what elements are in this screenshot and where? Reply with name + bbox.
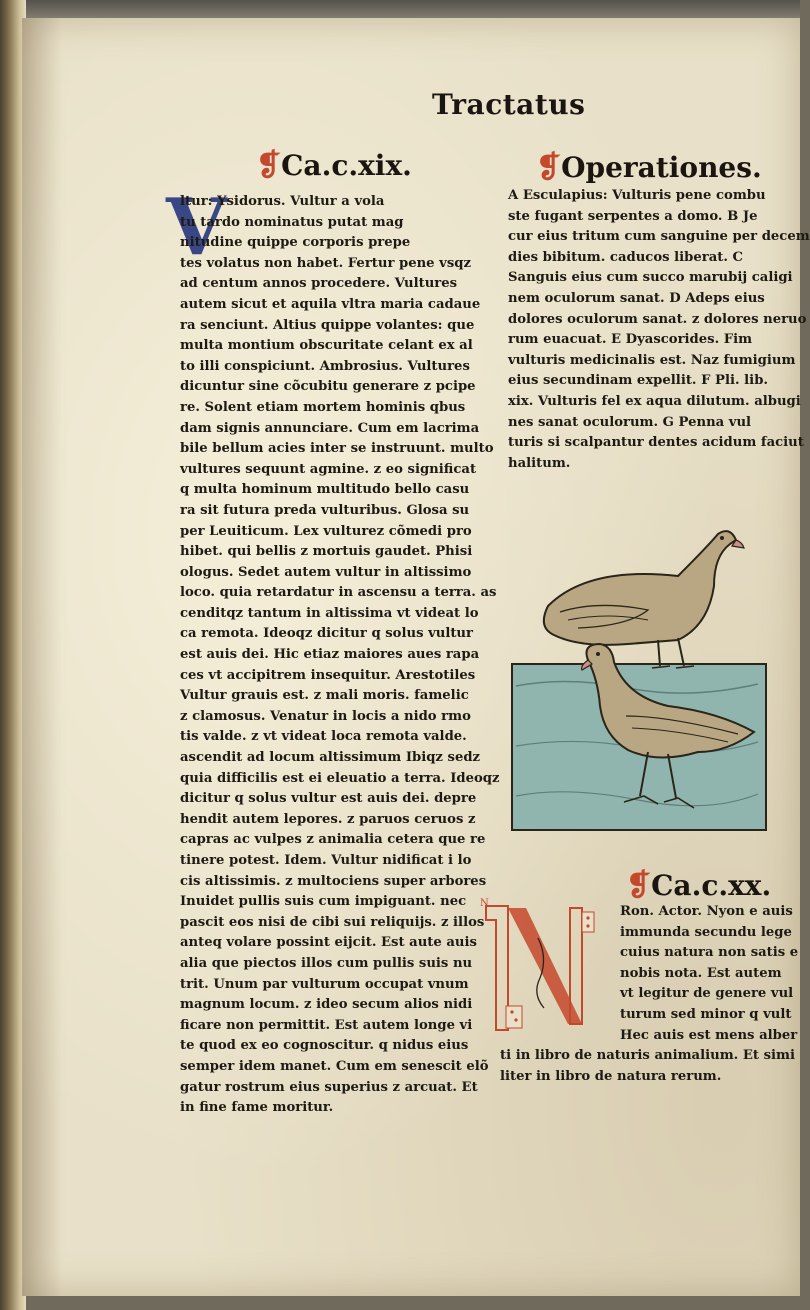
text-line: tis valde. z vt videat loca remota valde. <box>180 729 467 745</box>
text-line: ti in libro de naturis animalium. Et simi <box>500 1048 795 1063</box>
running-head: Tractatus <box>432 88 586 121</box>
text-line: cis altissimis. z multociens super arbores <box>180 873 487 889</box>
right-column-text <box>508 186 810 474</box>
text-line: ca remota. Ideoqz dicitur q solus vultur <box>180 626 473 642</box>
upper-vulture-figure <box>544 531 744 668</box>
text-line: dicuntur sine cõcubitu generare z pcipe <box>180 379 476 395</box>
text-line: xix. Vulturis fel ex aqua dilutum. albugi <box>508 393 801 409</box>
chapter-heading-text: Ca.c.xix. <box>281 149 412 182</box>
text-line: q multa hominum multitudo bello casu <box>180 482 470 498</box>
text-line: hendit autem lepores. z paruos ceruos z <box>180 811 476 827</box>
decorated-initial-n <box>478 898 598 1038</box>
text-line: rum euacuat. E Dyascorides. Fim <box>508 332 753 348</box>
text-line: bile bellum acies inter se instruunt. multo <box>180 441 494 457</box>
text-line: cuius natura non satis e <box>620 945 799 961</box>
text-line: ra senciunt. Altius quippe volantes: que <box>180 317 475 333</box>
text-line: cenditqz tantum in altissima vt videat lo <box>180 605 479 621</box>
text-line: Inuidet pullis suis cum impiguant. nec <box>180 894 467 910</box>
pilcrow-icon: ❡ <box>536 150 562 185</box>
text-line: Sanguis eius cum succo marubij caligi <box>508 270 793 286</box>
text-line: turum sed minor q vult <box>620 1006 792 1022</box>
text-line: te quod ex eo cognoscitur. q nidus eius <box>180 1038 469 1054</box>
text-line: A Esculapius: Vulturis pene combu <box>508 188 766 203</box>
text-line: z clamosus. Venatur in locis a nido rmo <box>180 708 471 724</box>
text-line: dicitur q solus vultur est auis dei. depre <box>180 791 477 807</box>
text-line: Ron. Actor. Nyon e auis <box>620 904 793 919</box>
text-line: ficare non permittit. Est autem longe vi <box>180 1017 473 1033</box>
pilcrow-icon: ❡ <box>256 148 282 183</box>
text-line: dies bibitum. caducos liberat. C <box>508 249 744 265</box>
text-line: gatur rostrum eius superius z arcuat. Et <box>180 1079 478 1095</box>
text-line: Hec auis est mens alber <box>620 1027 798 1043</box>
text-line: ra sit futura preda vulturibus. Glosa su <box>180 502 470 518</box>
text-line: to illi conspiciunt. Ambrosius. Vultures <box>180 358 470 374</box>
text-line: vulturis medicinalis est. Naz fumigium <box>508 352 796 368</box>
text-line: ad centum annos procedere. Vultures <box>180 276 458 292</box>
text-line: alia que piectos illos cum pullis suis nu <box>180 955 473 971</box>
text-line: tes volatus non habet. Fertur pene vsqz <box>180 255 471 271</box>
text-line: hibet. qui bellis z mortuis gaudet. Phisi <box>180 544 473 560</box>
text-line: per Leuiticum. Lex vulturez cõmedi pro <box>180 523 472 539</box>
text-line: quia difficilis est ei eleuatio a terra. Ideoqz <box>180 770 500 786</box>
section-heading-text: Operationes. <box>561 151 762 184</box>
text-line: anteq volare possint eijcit. Est aute auis <box>180 935 477 951</box>
text-line: semper idem manet. Cum em senescit elõ <box>180 1058 489 1074</box>
chapter-heading-text-right: Ca.c.xx. <box>651 869 772 902</box>
text-line: nobis nota. Est autem <box>620 965 782 981</box>
right-second-text-full <box>500 1046 795 1087</box>
text-line: ste fugant serpentes a domo. B Je <box>508 208 758 224</box>
text-line: magnum locum. z ideo secum alios nidi <box>180 997 473 1013</box>
text-line: tu tardo nominatus putat mag <box>180 214 404 230</box>
text-line: multa montium obscuritate celant ex al <box>180 338 473 354</box>
text-line: nitudine quippe corporis prepe <box>180 235 411 251</box>
right-second-text-indented <box>620 902 799 1046</box>
text-line: halitum. <box>508 455 571 471</box>
section-heading-operationes <box>536 150 762 185</box>
text-line: ces vt accipitrem insequitur. Arestotiles <box>180 667 476 683</box>
text-line: immunda secundu lege <box>620 924 792 940</box>
text-line: Vultur grauis est. z mali moris. famelic <box>180 688 469 704</box>
text-line: cur eius tritum cum sanguine per decem <box>508 229 810 245</box>
chapter-heading-right <box>626 868 771 903</box>
text-line: pascit eos nisi de cibi sui reliquijs. z illos <box>180 914 485 930</box>
text-line: turis si scalpantur dentes acidum faciut <box>508 435 804 451</box>
text-line: re. Solent etiam mortem hominis qbus <box>180 399 466 415</box>
text-line: tinere potest. Idem. Vultur nidificat i lo <box>180 853 472 868</box>
text-line: vultures sequunt agmine. z eo significat <box>180 461 477 477</box>
left-column-text <box>180 192 500 1119</box>
text-line: capras ac vulpes z animalia cetera que re <box>180 832 486 848</box>
text-line: est auis dei. Hic etiaz maiores aues rapa <box>180 647 480 663</box>
text-line: ascendit ad locum altissimum Ibiqz sedz <box>180 750 481 766</box>
chapter-heading-left <box>256 148 412 183</box>
text-line: liter in libro de natura rerum. <box>500 1068 722 1084</box>
initial-letter: V <box>166 182 227 273</box>
text-line: ologus. Sedet autem vultur in altissimo <box>180 564 472 580</box>
text-line: dam signis annunciare. Cum em lacrima <box>180 420 480 436</box>
text-line: in fine fame moritur. <box>180 1100 334 1116</box>
text-line: dolores oculorum sanat. z dolores neruo <box>508 311 807 327</box>
text-line: vt legitur de genere vul <box>620 986 794 1002</box>
pilcrow-icon: ❡ <box>626 868 652 903</box>
text-line: ltur: Ysidorus. Vultur a vola <box>180 194 385 209</box>
text-line: autem sicut et aquila vltra maria cadaue <box>180 296 481 312</box>
text-line: loco. quia retardatur in ascensu a terra. as <box>180 585 497 601</box>
woodcut-vultures-illustration <box>508 516 770 834</box>
text-line: trit. Unum par vulturum occupat vnum <box>180 976 469 992</box>
initial-letter-n: N <box>480 898 489 909</box>
text-line: nem oculorum sanat. D Adeps eius <box>508 290 765 306</box>
text-line: nes sanat oculorum. G Penna vul <box>508 414 752 430</box>
text-line: eius secundinam expellit. F Pli. lib. <box>508 373 769 389</box>
